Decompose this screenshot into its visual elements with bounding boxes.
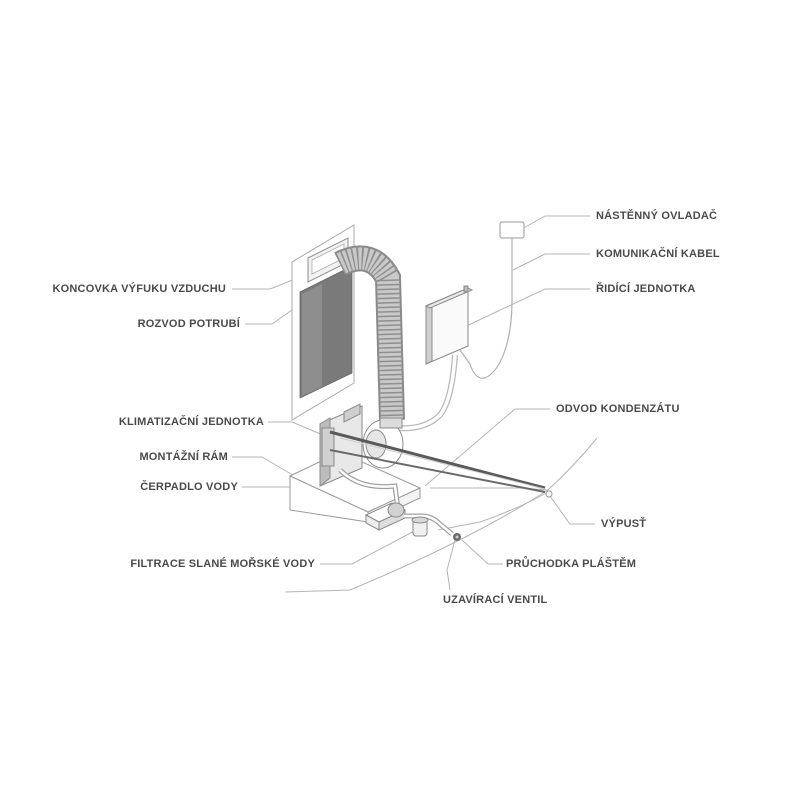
control-unit [426,286,472,364]
leader-wall-controller [520,216,590,230]
leader-communication-cable [513,254,590,270]
label-condensate-drain: ODVOD KONDENZÁTU [556,403,680,415]
label-seawater-filter: FILTRACE SLANÉ MOŘSKÉ VODY [130,558,315,570]
leader-valve [447,540,455,590]
label-communication-cable: KOMUNIKAČNÍ KABEL [596,248,720,260]
label-ac-unit: KLIMATIZAČNÍ JEDNOTKA [118,416,264,428]
label-shutoff-valve: UZAVÍRACÍ VENTIL [443,594,548,606]
intake-line [438,492,548,530]
wall-controller [500,222,524,238]
label-wall-controller: NÁSTĚNNÝ OVLADAČ [596,210,718,222]
label-air-outlet-grille: KONCOVKA VÝFUKU VZDUCHU [52,283,226,295]
leader-control-unit [458,289,590,330]
label-outlet: VÝPUSŤ [601,518,647,530]
label-mounting-frame: MONTÁŽNÍ RÁM [139,451,228,463]
control-cable-hose [398,355,455,428]
label-control-unit: ŘIDÍCÍ JEDNOTKA [596,283,696,295]
label-duct-distribution: ROZVOD POTRUBÍ [137,318,240,330]
hull-fitting [453,533,461,541]
leader-filter [320,528,420,564]
label-hull-fitting: PRŮCHODKA PLÁŠTĚM [506,558,637,570]
label-water-pump: ČERPADLO VODY [140,481,238,493]
outlet-fitting [546,491,552,497]
leader-hull-fitting [462,540,503,564]
leader-mounting-frame [232,457,298,478]
leader-outlet [550,496,595,524]
